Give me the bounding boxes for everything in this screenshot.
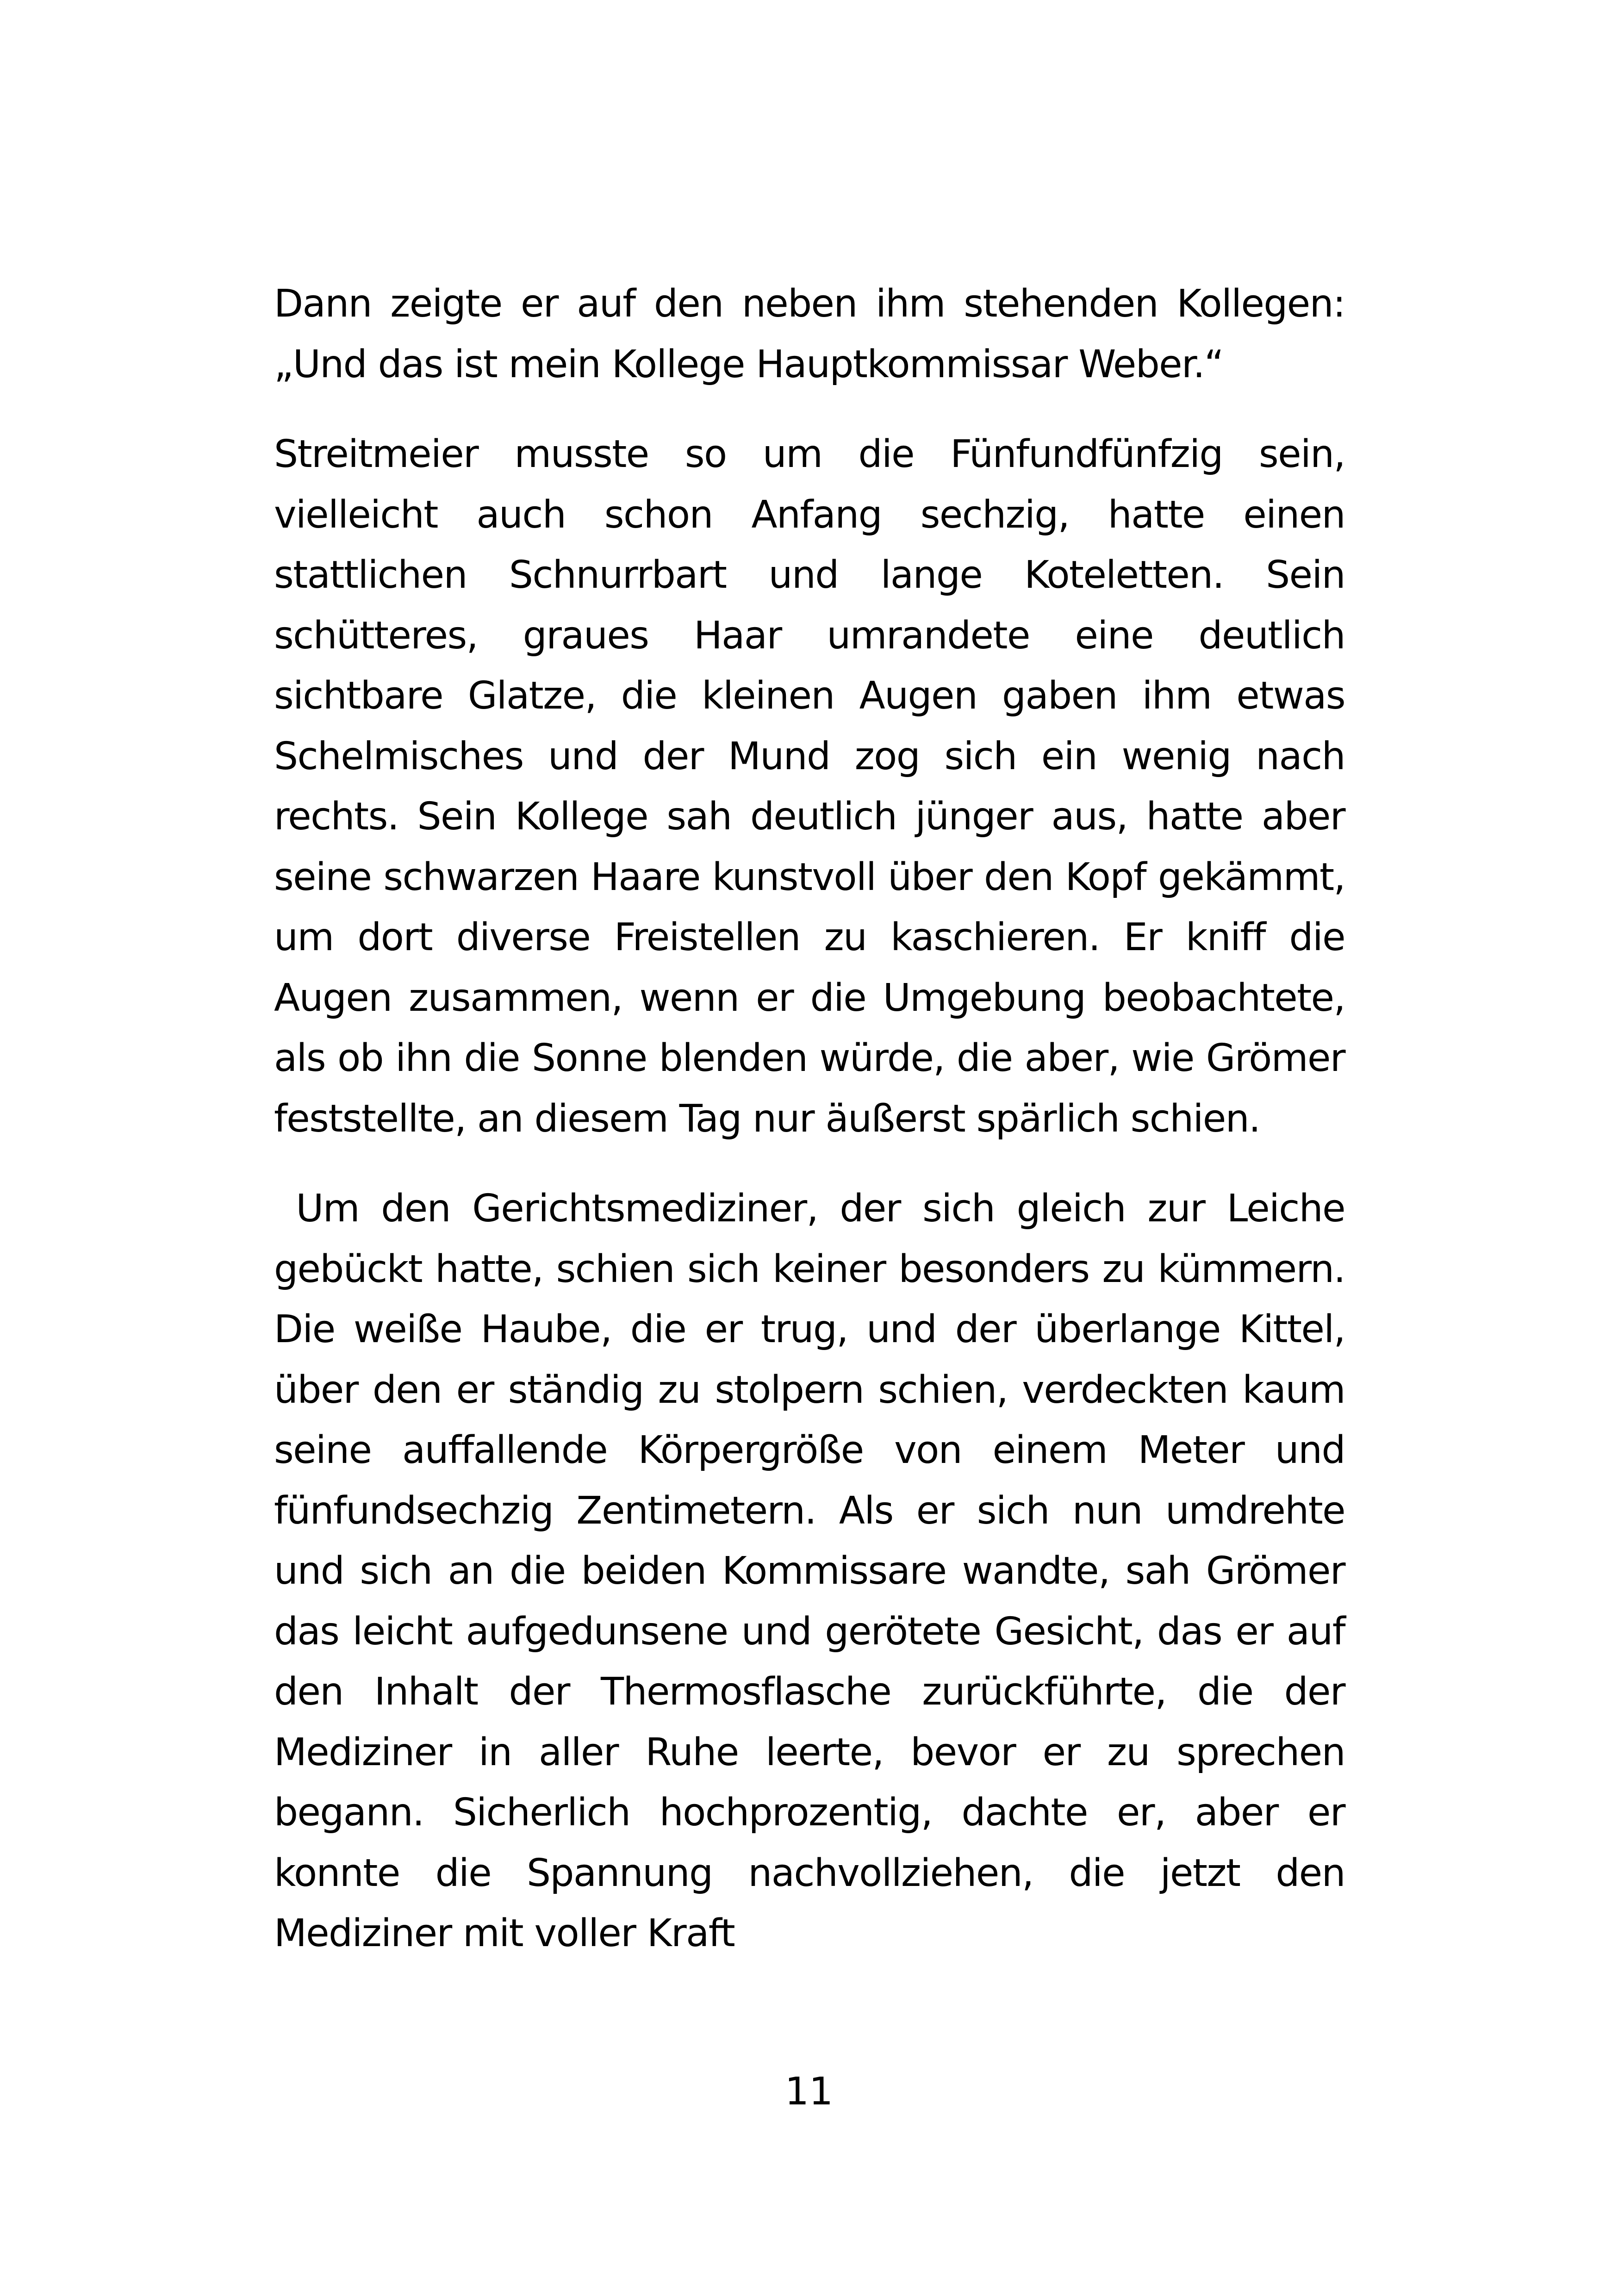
paragraph-1: Dann zeigte er auf den neben ihm stehenden Kollegen: „Und das ist mein Kollege Hauptkommissar Weber.“ — [274, 282, 1345, 386]
page-body — [274, 274, 1357, 1964]
page-number: 11 — [784, 2070, 834, 2114]
paragraph-3: Um den Gerichtsmediziner, der sich gleich zur Leiche gebückt hatte, schien sich keiner besonders zu kümmern. Die weiße Haube, die er trug, und der überlange Kittel, über den er ständig zu stolpern schien, verdeckten kaum seine auffallende Körpergröße von einem Meter und fünfundsechzig Zentimetern. Als er sich nun umdrehte und sich an die beiden Kommissare wandte, sah Grömer das leicht aufgedunsene und gerötete Gesicht, das er auf den Inhalt der Thermosflasche zurückführte, die der Mediziner in aller Ruhe leerte, bevor er zu sprechen begann. Sicherlich hochprozentig, dachte er, aber er konnte die Spannung nachvollziehen, die jetzt den Mediziner mit voller Kraft — [274, 1187, 1357, 1955]
paragraph-2: Streitmeier musste so um die Fünfundfünfzig sein, vielleicht auch schon Anfang sechzig, hatte einen stattlichen Schnurrbart und lange Koteletten. Sein schütteres, graues Haar umrandete eine deutlich sichtbare Glatze, die kleinen Augen gaben ihm etwas Schelmisches und der Mund zog sich ein wenig nach rechts. Sein Kollege sah deutlich jünger aus, hatte aber seine schwarzen Haare kunstvoll über den Kopf gekämmt, um dort diverse Freistellen zu kaschieren. Er kniff die Augen zusammen, wenn er die Umgebung beobachtete, als ob ihn die Sonne blenden würde, die aber, wie Grömer feststellte, an diesem Tag nur äußerst spärlich schien. — [274, 432, 1345, 1141]
